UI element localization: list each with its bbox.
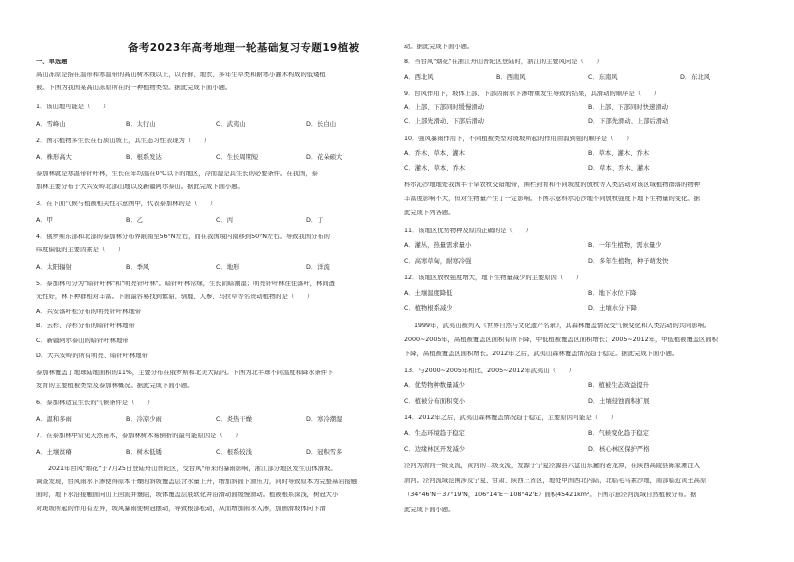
option-b[interactable]: B．地下水位下降 [588, 290, 637, 297]
option-a[interactable]: A．温和多雨 [36, 416, 72, 423]
question-12-options-ab [404, 291, 758, 297]
option-c[interactable]: C．炎热干燥 [216, 416, 252, 423]
option-a[interactable]: A．优势物种数量减少 [404, 382, 465, 389]
option-b[interactable]: B．乙 [126, 217, 143, 224]
passage-line: 丰富度影响不大，但对生物量产生了一定影响。下图示意科尔沁沙地不同放牧强度下地下生物量的变化。据 [404, 196, 700, 202]
question-4-cont: 纬度偏低的主要因素是（ ） [36, 247, 125, 253]
passage-line: 下降，高植被覆盖区面积增长。2012年之后，武夷山森林覆盖情况趋于稳定。据此完成下面小题。 [404, 351, 679, 357]
option-c[interactable]: C．根系较浅 [216, 449, 252, 456]
option-d[interactable]: D．核心林区保护严格 [588, 446, 650, 453]
question-2-options [36, 155, 386, 161]
option-a[interactable]: A．土壤贫瘠 [36, 449, 72, 456]
option-b[interactable]: B．树木低矮 [126, 449, 162, 456]
passage-line: 调查发现，台风雨水下渗使得原本干燥的斜坡覆盖层含水量上升，增加斜面下滑压力，同时导致原本为完整基岩接触 [36, 479, 358, 485]
question-14-options-cd [404, 447, 758, 453]
option-d[interactable]: D．土壤水分下降 [588, 305, 637, 312]
option-a[interactable]: A．西北风 [404, 74, 434, 81]
option-d[interactable]: D．多年生植物，种子萌发快 [588, 258, 669, 265]
question-11-options-cd [404, 259, 758, 265]
option-a[interactable]: A．甲 [36, 217, 53, 224]
option-b[interactable]: B．太行山 [126, 121, 156, 128]
question-13-options-ab [404, 383, 758, 389]
question-10: 10．强风暴雨作用下，不同植被类型对斑坡所起的作用由弱到强的顺序是（ ） [404, 136, 633, 142]
option-d[interactable]: D．大兴安岭的所有明亮、暗针叶林地带 [36, 353, 148, 359]
option-a[interactable]: A．乔木、草本、灌木 [404, 150, 465, 157]
question-4: 4．俄罗斯东部和北部的泰加林分布界限南至56°N左右，而在我国境内南移到50°N左右。导致我国分布的 [36, 234, 330, 240]
question-9-options-ab [404, 105, 758, 111]
question-10-options-cd [404, 166, 758, 172]
question-8-options [404, 75, 760, 81]
option-c[interactable]: C．东南风 [588, 74, 618, 81]
passage-line: 2021年台风"烟花"于7月25日登陆舟山普陀区，受台风"带来的暴雨影响，浙江部分地区发生山体滑坡。 [48, 466, 337, 472]
question-10-options-ab [404, 151, 758, 157]
option-c[interactable]: C．灌木、草本、乔木 [404, 165, 466, 172]
option-a[interactable]: A．雪峰山 [36, 121, 66, 128]
question-1: 1．该山地可能是（ ） [36, 104, 110, 110]
option-c[interactable]: C．植物根系减少 [404, 305, 453, 312]
question-3: 3．在下面气候与植被相关性示意图中，代表泰加林的是（ ） [36, 201, 217, 207]
passage-line: 动。据此完成下面小题。 [404, 44, 474, 50]
option-b[interactable]: B．植被生态效益提升 [588, 382, 649, 389]
passage-line: 此完成下列各题。 [404, 210, 455, 216]
question-13: 13．与2000~2005年相比，2005~2012年武夷山（ ） [404, 368, 575, 374]
option-d[interactable]: D．花朵硕大 [306, 154, 343, 161]
question-11: 11．该地区优势物种及原因正确的是（ ） [404, 228, 532, 234]
passage-line: 高山冻原是指在温带和寒温带的高山树木线以上，以苔藓、地衣、多年生草类和耐寒小灌木构成的低矮植 [36, 72, 326, 78]
passage-line: 面时，地下水沿接触面向山上回流并壅阻，坡体覆盖层底软化并沿滑动面缓慢滑动。植被根系深浅，树冠大小 [36, 492, 339, 498]
passage-line: 加林主要分布于大兴安岭北部山地以及新疆阿尔泰山。据此完成下面小题。 [36, 184, 244, 190]
passage-line: 发育的主要植被类型及泰加林概况。据此完成下面小题。 [36, 383, 194, 389]
question-8: 8．当台风"烟花"在浙江舟山普陀区登陆时，浙江的主要风向是（ ） [404, 59, 603, 65]
question-12-options-cd [404, 306, 758, 312]
option-b[interactable]: B．云杉、冷杉分布的暗针叶林地带 [36, 323, 135, 329]
option-d[interactable]: D．下部先滑动、上部后滑动 [588, 118, 669, 125]
question-12: 12．该地区放牧强度增大，地下生物量减少的主要原因（ ） [404, 275, 583, 281]
passage-line: 此完成下面小题。 [404, 507, 455, 513]
option-a[interactable]: A．兴安落叶松分布的明亮针叶林地带 [36, 309, 142, 315]
passage-line: 被。下图为我国某高山冻原所在的一种植物类型。据此完成下面小题。 [36, 85, 232, 91]
option-d[interactable]: D．丁 [306, 217, 324, 224]
question-5: 5．泰加林可分为"暗针叶林"和"明亮针叶林"。暗针叶林常绿，生长阴暗潮湿；明亮针叶林往往落叶，林间透 [36, 281, 335, 287]
passage-line: 泰加林覆盖了地球陆地面积的11%，主要分布在俄罗斯和北美大陆内。下图为北半球不同温度和降水条件下 [36, 370, 334, 376]
question-6: 6．泰加林适宜生长的气候条件是（ ） [36, 400, 154, 406]
option-d[interactable]: D．东北风 [680, 74, 711, 81]
option-c[interactable]: C．生长周期短 [216, 154, 259, 161]
question-3-options [36, 218, 386, 224]
option-b[interactable]: B．一年生植物，需水量少 [588, 242, 662, 249]
option-b[interactable]: B．草本、灌木、乔木 [588, 150, 649, 157]
option-d[interactable]: D．洋流 [306, 264, 330, 271]
option-c[interactable]: C．武夷山 [216, 121, 246, 128]
option-b[interactable]: B．上部、下部同时快速滑动 [588, 104, 668, 111]
option-c[interactable]: C．地形 [216, 264, 240, 271]
option-c[interactable]: C．边缘林区开发减少 [404, 446, 466, 453]
option-b[interactable]: B．季风 [126, 264, 150, 271]
option-a[interactable]: A．灌丛，热量需求量小 [404, 242, 472, 249]
question-5-cont: 光性好，林下种群相对丰富。下面最容易找到紫貂、驯鹿、人参、马拉草等名贵动植物的是（ ） [36, 294, 314, 300]
question-4-options [36, 265, 386, 271]
option-b[interactable]: B．根系发达 [126, 154, 162, 161]
question-6-options [36, 417, 386, 423]
option-c[interactable]: C．上部先滑动、下部后滑动 [404, 118, 484, 125]
passage-line: 科尔沁沙地地处我国半干旱农牧交错地带，围栏封育和不同坡度的放牧等人类活动对该区域植物群落的物种 [404, 182, 700, 188]
option-d[interactable]: D．土壤侵蚀面积扩展 [588, 398, 650, 405]
passage-line: 对斑坡所起的作用有差异，坡风暴雨使树冠摆动，导致根部松动，从而增加雨水入渗，加剧滑坡体向下滑 [36, 506, 326, 512]
passage-line: 泰加林就是寒温带针叶林，生长在年均温在0℃以下的地区，冷而湿是其生长的必要条件。在我国，泰 [36, 171, 318, 177]
option-b[interactable]: B．西南风 [496, 74, 526, 81]
option-a[interactable]: A．土壤温度降低 [404, 290, 453, 297]
question-7-options [36, 450, 386, 456]
option-d[interactable]: D．长白山 [306, 121, 337, 128]
option-c[interactable]: C．植被分布面积变小 [404, 398, 466, 405]
section-heading: 一、单选题 [36, 59, 68, 65]
option-c[interactable]: C．新疆阿尔泰山的暗针叶林地带 [36, 338, 129, 344]
question-1-options [36, 122, 386, 128]
page-title: 备考2023年高考地理一轮基础复习专题19植被 [128, 42, 360, 54]
passage-line: 泾河为渭河一级支流，黄河的二级支流，发源于宁夏泾源县六盘山东麓的老龙潭，在陕西高陵县陈家滩注入 [404, 463, 700, 469]
question-14-options-ab [404, 431, 758, 437]
question-2: 2．图示植物多生长在石质山坡上，其生态习性表现为（ ） [36, 138, 211, 144]
question-14: 14．2012年之后，武夷山森林覆盖情况趋于稳定，主要原因可能是（ ） [404, 415, 617, 421]
passage-line: 1999年，武夷山被列入《世界自然与文化遗产名录》，其森林覆盖情况受气候变化和人类活动的共同影响。 [414, 323, 711, 329]
option-b[interactable]: B．气候变化趋于稳定 [588, 430, 649, 437]
option-d[interactable]: D．寒冷潮湿 [306, 416, 343, 423]
option-d[interactable]: D．冠积雪多 [306, 449, 343, 456]
question-13-options-cd [404, 399, 758, 405]
option-c[interactable]: C．高寒草甸，耐寒冷强 [404, 258, 472, 265]
option-a[interactable]: A．株形高大 [36, 154, 72, 161]
passage-line: （34°46'N－37°19'N，106°14'E－108°42'E）面积45421km²。下图示意泾河流域自然植被分布。据 [404, 492, 697, 498]
option-a[interactable]: A．生态环境趋于稳定 [404, 430, 465, 437]
option-d[interactable]: D．草本、乔木、灌木 [588, 165, 650, 172]
question-7: 7．在泰加林中常见天然苗木，泰加林树木易倒折的最可能原因是（ ） [36, 433, 242, 439]
question-9-options-cd [404, 119, 758, 125]
question-9: 9．台风作用下，坡体上部、下部因雨水下渗增重发生导致的结果，其滑动的顺序是（ ） [404, 91, 660, 97]
passage-line: 2000~2005年，高植被覆盖区面积有所下降，中低植被覆盖区面积增长；2005~2012年，中低植被覆盖区面积 [404, 337, 718, 343]
option-a[interactable]: A．太阳辐射 [36, 264, 72, 271]
option-a[interactable]: A．上部、下部同时缓慢滑动 [404, 104, 484, 111]
question-11-options-ab [404, 243, 758, 249]
option-b[interactable]: B．冷凉少雨 [126, 416, 162, 423]
option-c[interactable]: C．丙 [216, 217, 233, 224]
passage-line: 渭河。泾河流域范围涉及宁夏、甘肃、陕西三省区，地处中国西北内陆，北临毛乌素沙地，南部临近黄土高原 [404, 478, 707, 484]
